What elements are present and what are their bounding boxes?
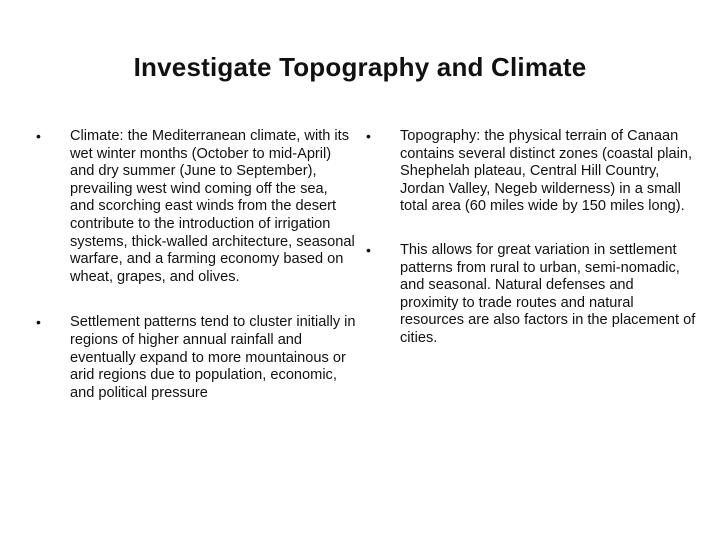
climate-term: Climate — [70, 128, 120, 144]
right-column — [366, 128, 696, 348]
settlement-text: Settlement patterns tend to cluster initially in regions of higher annual rainfall and eventually expand to more mountainous or arid regions due to population, economic, and political pressure — [70, 314, 356, 401]
bullet-variation — [366, 242, 696, 348]
bullet-point-icon: • — [366, 241, 371, 258]
bullet-topography — [366, 128, 696, 216]
bullet-climate — [36, 128, 356, 286]
topography-text: : the physical terrain of Canaan contains several distinct zones (coastal plain, Shephelah plateau, Central Hill Country, Jordan Valley, Negeb wilderness) in a small total area (60 miles wide by 150 miles long). — [400, 128, 693, 215]
climate-text: : the Mediterranean climate, with its wet winter months (October to mid-April) and dry summer (June to September), prevailing west wind coming off the sea, and scorching east winds from the desert contribute to the introduction of irrigation systems, thick-walled architecture, seasonal warfare, and a farming economy based on wheat, grapes, and olives. — [70, 128, 355, 285]
slide-title: Investigate Topography and Climate — [133, 52, 587, 82]
topography-term: Topography — [400, 128, 477, 144]
variation-text: This allows for great variation in settlement patterns from rural to urban, semi-nomadic, and seasonal. Natural defenses and proximity to trade routes and natural resources are also factors in the placement of cities. — [400, 241, 696, 346]
bullet-point-icon: • — [366, 128, 371, 144]
left-column — [36, 128, 356, 402]
bullet-point-icon: • — [36, 128, 41, 144]
bullet-point-icon: • — [36, 314, 41, 331]
bullet-settlement-patterns — [36, 314, 356, 402]
